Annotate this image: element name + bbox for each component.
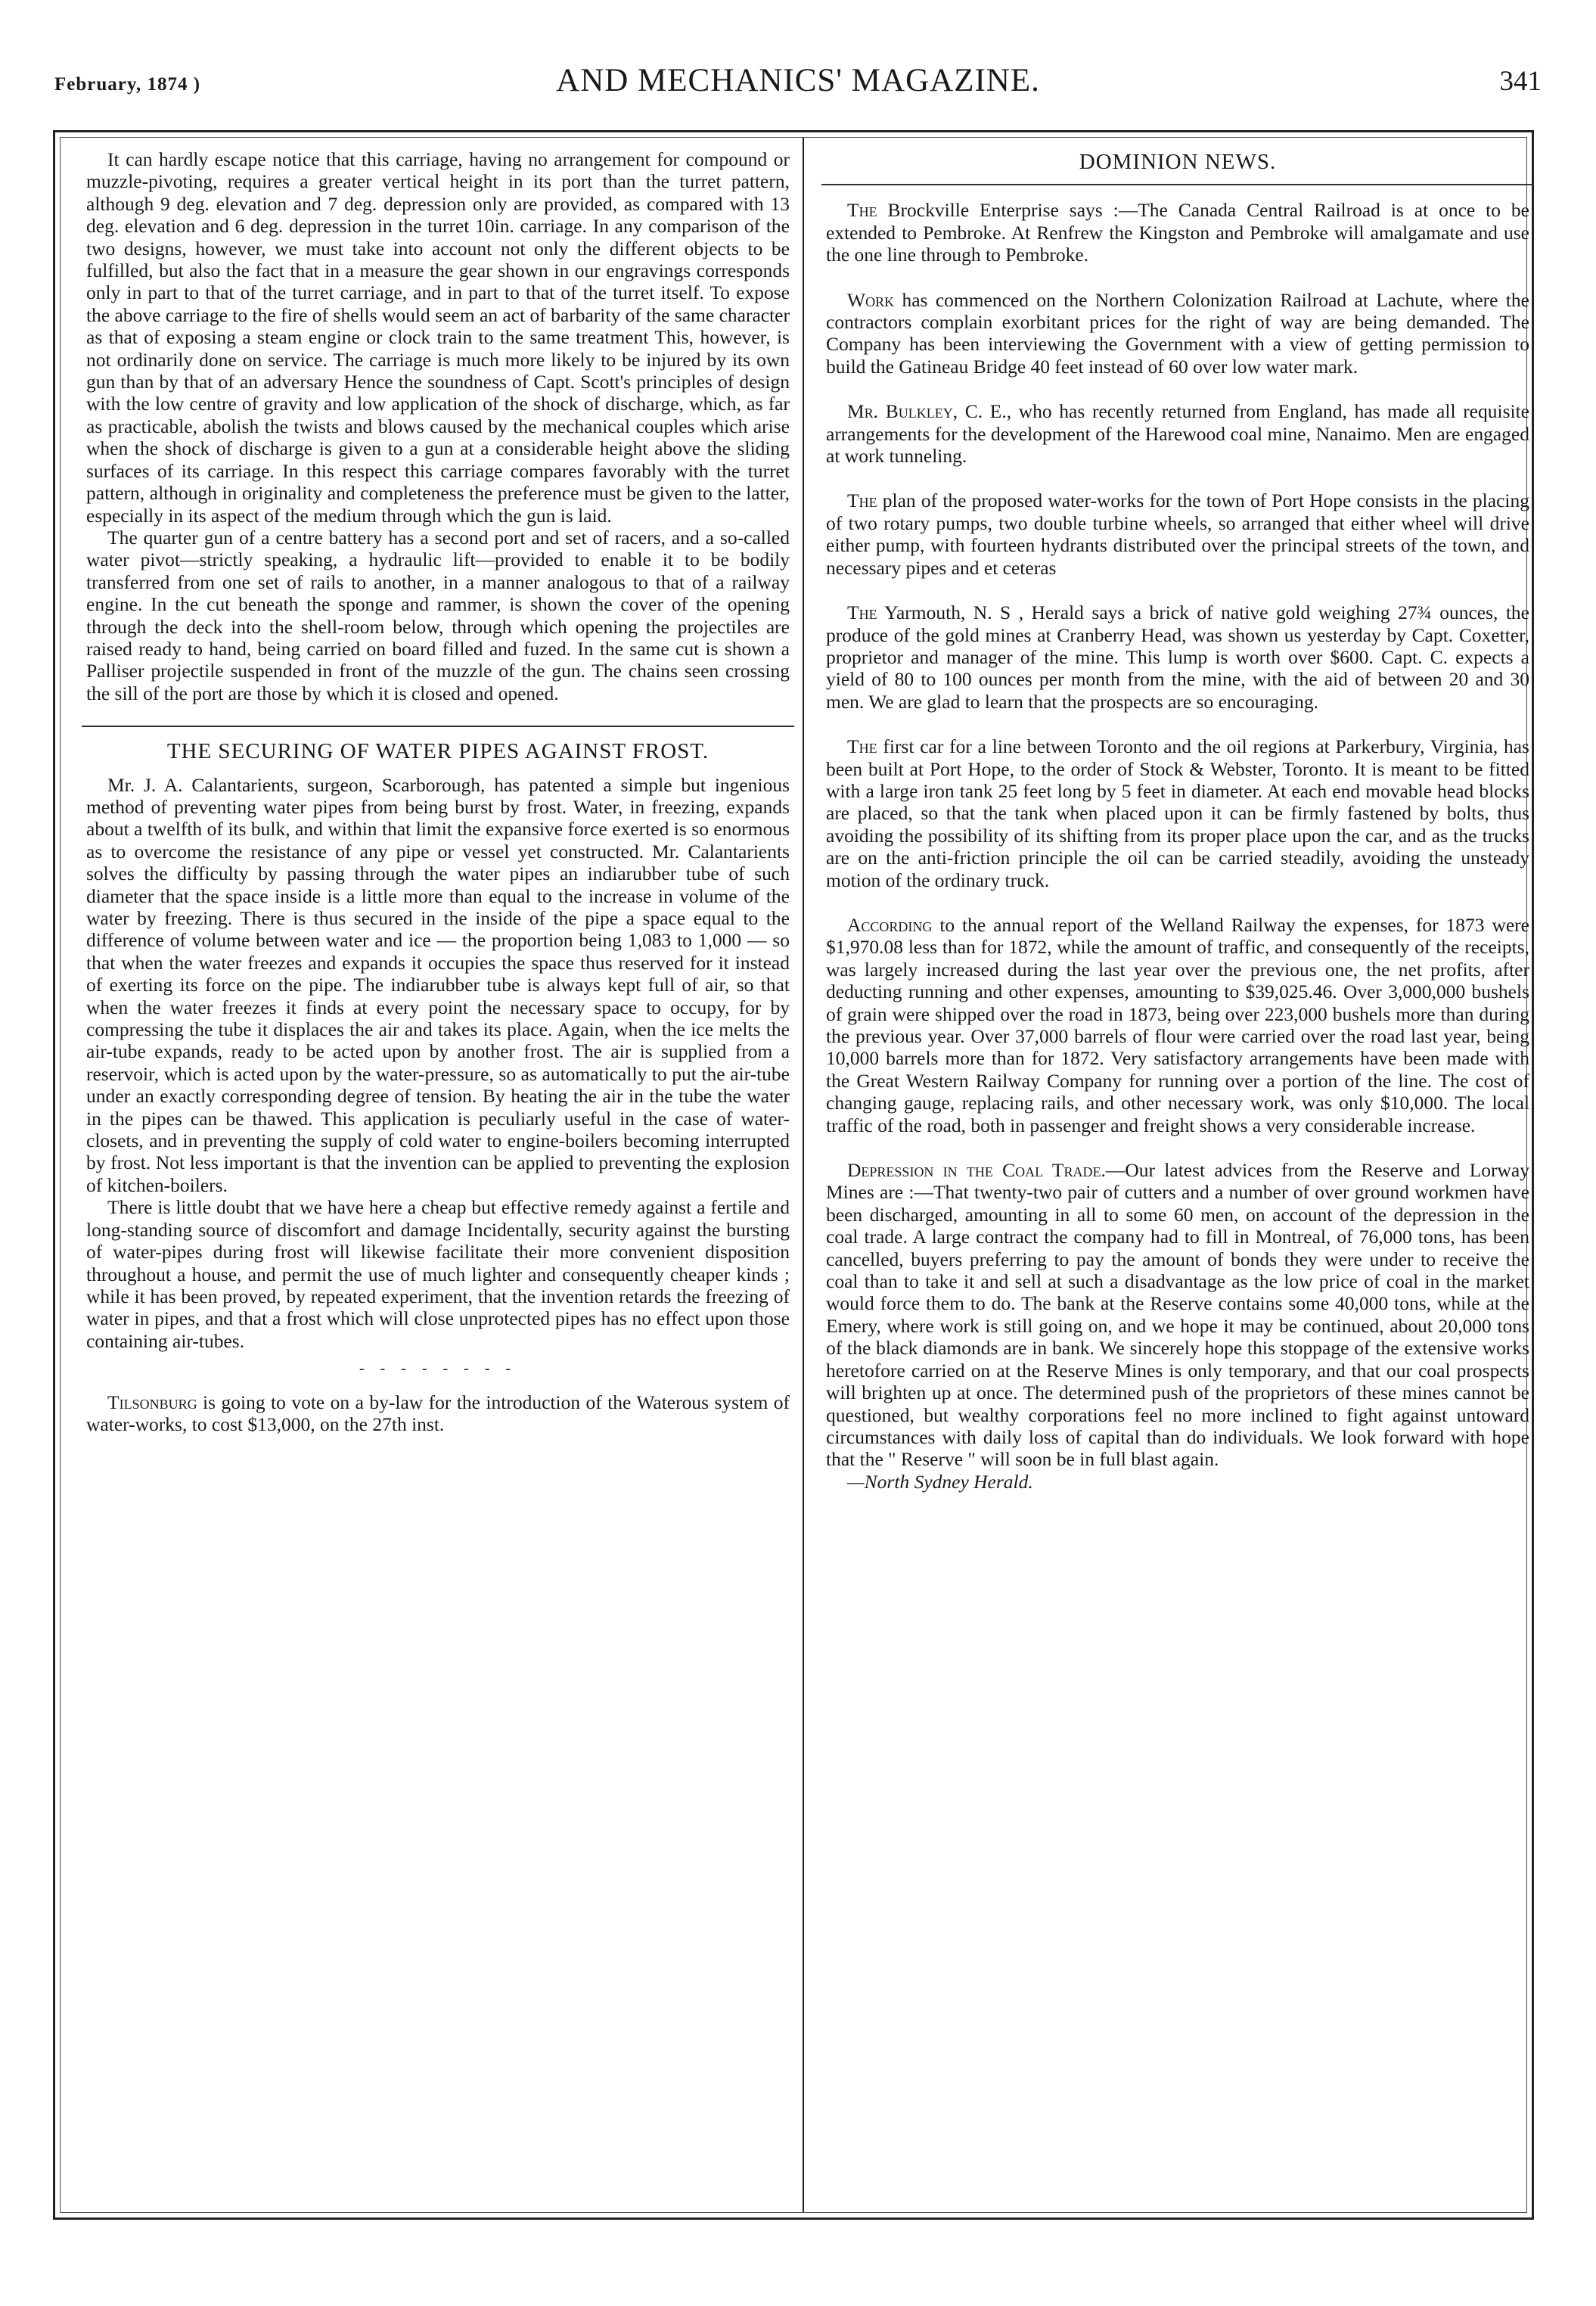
water-pipes-heading: THE SECURING OF WATER PIPES AGAINST FROST. [166, 739, 710, 764]
issue-date: February, 1874 ) [54, 74, 201, 95]
item-gap [826, 1136, 1529, 1159]
news-signoff: —North Sydney Herald. [847, 1470, 1033, 1493]
news-item [826, 489, 1529, 579]
item-gap [826, 378, 1529, 400]
news-lead: Depression in the Coal Trade. [847, 1159, 1106, 1182]
news-lead: Mr. Bulkley, [847, 400, 958, 423]
news-item [826, 735, 1529, 891]
news-lead: The [847, 601, 877, 624]
news-text: to the annual report of the Welland Railway the expenses, for 1873 were $1,970.08 less than for 1872, while the amount of traffic, and consequently of the receipts, was largely increased during the last year over the previous one, the net profits, after deducting running and other expenses, amounting to $39,025.46. Over 3,000,000 bushels of grain were shipped over the road in 1873, being over 223,000 bushels more than during the previous year. Over 37,000 barrels of flour were carried over the road last year, being 10,000 barrels more than for 1872. Very satisfactory arrangements have been made with the Great Western Railway Company for running over a portion of the line. The cost of changing gauge, replacing rails, and other necessary work, was only $10,000. The local traffic of the road, both in passenger and freight shows a very considerable increase. [826, 913, 1529, 1136]
page-header [54, 62, 1542, 107]
water-pipes-paragraph-1: Mr. J. A. Calantarients, surgeon, Scarborough, has patented a simple but ingenious method of preventing water pipes from being burst by frost. Water, in freezing, expands about a twelfth of its bulk, and within that limit the expansive force exerted is so enormous as to overcome the resistance of any pipe or vessel yet constructed. Mr. Calantarients solves the difficulty by passing through the water pipes an indiarubber tube of such diameter that the space inside is a little more than equal to the increase in volume of the water by freezing. There is thus secured in the inside of the pipe a space equal to the difference of volume between water and ice — the proportion being 1,083 to 1,000 — so that when the water freezes and expands it occupies the space thus reserved for it instead of exerting its force on the pipe. The indiarubber tube is always kept full of air, so that when the water freezes it finds at every point the necessary space to occupy, for by compressing the tube it displaces the air and takes its place. Again, when the ice melts the air-tube expands, ready to be acted upon by another frost. The air is supplied from a reservoir, which is acted upon by the water-pressure, so as automatically to put the air-tube under an exactly corresponding degree of tension. By heating the air in the tube the water in the pipes can be thawed. This application is peculiarly useful in the case of water-closets, and in preventing the supply of cold water to engine-boilers becoming interrupted by frost. Not less important is that the invention can be applied to preventing the explosion of kitchen-boilers. [86, 773, 790, 1196]
heading-divider [821, 184, 1534, 185]
carriage-paragraph-2: The quarter gun of a centre battery has a second port and set of racers, and a so-called water pivot—strictly speaking, a hydraulic lift—provided to enable it to be bodily transferred from one set of rails to another, in a manner analogous to that of a railway engine. In the cut beneath the sponge and rammer, is shown the cover of the opening through the deck into the shell-room below, through which opening the projectiles are raised ready to hand, being carried on board filled and fuzed. In the same cut is shown a Palliser projectile suspended in front of the muzzle of the gun. The chains seen crossing the sill of the port are those by which it is closed and opened. [86, 526, 790, 704]
news-lead: The [847, 199, 877, 222]
news-text: C. E., who has recently returned from England, has made all requisite arrangements for the development of the Harewood coal mine, Nanaimo. Men are engaged at work tunneling. [826, 400, 1529, 468]
water-pipes-paragraph-2: There is little doubt that we have here a cheap but effective remedy against a fertile and long-standing source of discomfort and damage Incidentally, security against the bursting of water-pipes during frost will likewise facilitate their more convenient disposition throughout a house, and permit the use of much lighter and consequently cheaper kinds ; while it has been proved, by repeated experiment, that the invention retards the freezing of water in pipes, and that a frost which will close unprotected pipes has no effect upon those containing air-tubes. [86, 1196, 790, 1352]
carriage-paragraph-1: It can hardly escape notice that this carriage, having no arrangement for compound or muzzle-pivoting, requires a greater vertical height in its port than the turret pattern, although 9 deg. elevation and 7 deg. depression only are provided, as compared with 13 deg. elevation and 6 deg. depression in the turret 10in. carriage. In any comparison of the two designs, however, we must take into account not only the different objects to be fulfilled, but also the fact that in a measure the gear shown in our engravings corresponds only in part to that of the turret carriage, and in part to that of the turret itself. To expose the above carriage to the fire of shells would seem an act of barbarity of the same character as that of exposing a steam engine or clock train to the same treatment This, however, is not ordinarily done on service. The carriage is much more likely to be injured by its own gun than by that of an adversary Hence the soundness of Capt. Scott's principles of design with the low centre of gravity and low application of the shock of discharge, which, as far as practicable, abolish the twists and blows caused by the mechanical couples which arise when the shock of discharge is given to a gun at a considerable height above the sliding surfaces of its carriage. In this respect this carriage compares favorably with the turret pattern, although in originality and completeness the preference must be given to the latter, especially in its aspect of the medium through which the gun is laid. [86, 148, 790, 527]
item-gap [826, 891, 1529, 914]
news-item [826, 400, 1529, 467]
left-column [86, 148, 790, 1435]
inner-frame [60, 137, 1527, 2213]
column-rule [803, 138, 804, 2212]
news-lead: The [847, 735, 877, 758]
item-gap [826, 713, 1529, 735]
news-lead: Work [847, 288, 895, 311]
tilsonburg-text: is going to vote on a by-law for the introduction of the Waterous system of water-works, to cost $13,000, on the 27th inst. [86, 1391, 790, 1435]
news-item [826, 1159, 1529, 1471]
item-gap [826, 266, 1529, 289]
item-gap [826, 467, 1529, 489]
dashed-separator: - - - - - - - - [359, 1360, 517, 1378]
news-lead: According [847, 913, 933, 936]
item-gap [826, 579, 1529, 601]
right-column [826, 148, 1529, 1493]
news-text: Brockville Enterprise says :—The Canada Central Railroad is at once to be extended to Pembroke. At Renfrew the Kingston and Pembroke will amalgamate and use the one line through to Pembroke. [826, 199, 1529, 266]
news-item [826, 289, 1529, 378]
news-text: Yarmouth, N. S , Herald says a brick of native gold weighing 27¾ ounces, the produce of the gold mines at Cranberry Head, was shown us yesterday by Capt. Coxetter, proprietor and manager of the mine. This lump is worth over $600. Capt. C. expects a yield of 80 to 100 ounces per month from the mine, with the aid of between 20 and 30 men. We are glad to learn that the prospects are so encouraging. [826, 601, 1529, 713]
news-item [826, 199, 1529, 266]
tilsonburg-paragraph [86, 1391, 790, 1436]
news-lead: The [847, 489, 877, 512]
tilsonburg-lead: Tilsonburg [107, 1391, 197, 1413]
page-frame [53, 130, 1534, 2220]
news-item [826, 601, 1529, 713]
news-text: —Our latest advices from the Reserve and Lorway Mines are :—That twenty-two pair of cutters and a number of over ground workmen have been discharged, amounting in all to some 60 men, on account of the depression in the coal trade. A large contract the company had to fill in Montreal, of 76,000 tons, has been cancelled, buyers preferring to pay the amount of bonds they were under to receive the coal than to take it and sell at such a disadvantage as the low price of coal in the market would force them to do. The bank at the Reserve contains some 40,000 tons, while at the Emery, where work is still going on, and we hope it may be continued, about 20,000 tons of the black diamonds are in bank. We sincerely hope this stoppage of the extensive works heretofore carried on at the Reserve Mines is only temporary, and that our coal prospects will brighten up at once. The determined push of the proprietors of these mines cannot be questioned, but wealthy corporations feel no more inclined to fight against untoward circumstances with daily loss of capital than do individuals. We look forward with hope that the " Reserve " will soon be in full blast again. [826, 1159, 1529, 1471]
news-text: first car for a line between Toronto and the oil regions at Parkerbury, Virginia, has been built at Port Hope, to the order of Stock & Webster, Toronto. It is meant to be fitted with a large iron tank 25 feet long by 5 feet in diameter. At each end movable head blocks are placed, so that the tank when placed upon it can be firmly fastened by bolts, thus avoiding the possibility of its shifting from its proper place upon the car, and as the trucks are on the anti-friction principle the oil can be carried steadily, avoiding the unsteady motion of the ordinary truck. [826, 735, 1529, 891]
news-text: plan of the proposed water-works for the town of Port Hope consists in the placing of two rotary pumps, two double turbine wheels, so arranged that either wheel will drive either pump, with fourteen hydrants distributed over the principal streets of the town, and necessary pipes and et ceteras [826, 489, 1529, 579]
section-divider [82, 726, 794, 727]
page-number: 341 [1499, 66, 1542, 97]
news-item [826, 914, 1529, 1136]
news-text: has commenced on the Northern Colonization Railroad at Lachute, where the contractors complain exorbitant prices for the right of way are being demanded. The Company has been interviewing the Government with a view of getting permission to build the Gatineau Bridge 40 feet instead of 60 over low water mark. [826, 288, 1529, 378]
dominion-news-heading: DOMINION NEWS. [1079, 150, 1277, 174]
magazine-title: AND MECHANICS' MAGAZINE. [556, 63, 1040, 98]
